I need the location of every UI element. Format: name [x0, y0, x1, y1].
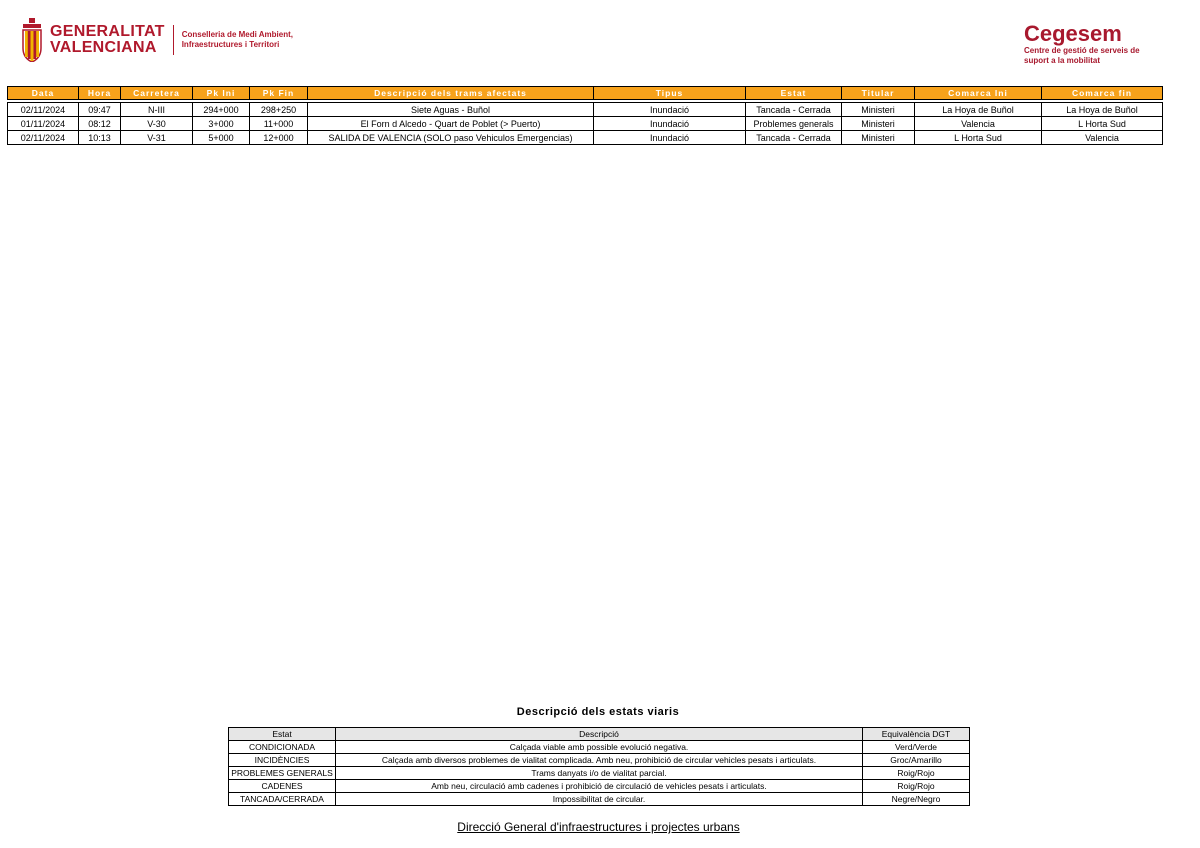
table-cell: V-31: [121, 131, 193, 145]
table-cell: 11+000: [250, 117, 308, 131]
table-cell: La Hoya de Buñol: [1042, 103, 1163, 117]
department-line2: Infraestructures i Territori: [181, 40, 280, 49]
column-header: Comarca fin: [1042, 87, 1163, 100]
table-cell: L Horta Sud: [915, 131, 1042, 145]
legend-cell: Calçada amb diversos problemes de vialitat complicada. Amb neu, prohibició de circular vehicles pesats i articulats.: [336, 754, 863, 767]
table-cell: Inundació: [594, 103, 746, 117]
generalitat-name-line1: GENERALITAT: [50, 23, 165, 40]
legend-row: [229, 741, 970, 754]
table-row: [8, 131, 1163, 145]
legend-cell: Groc/Amarillo: [863, 754, 970, 767]
column-header: Comarca Ini: [915, 87, 1042, 100]
legend-cell: CADENES: [229, 780, 336, 793]
table-cell: 294+000: [193, 103, 250, 117]
table-cell: 5+000: [193, 131, 250, 145]
table-cell: Valencia: [1042, 131, 1163, 145]
table-cell: V-30: [121, 117, 193, 131]
column-header: Tipus: [594, 87, 746, 100]
generalitat-crest-icon: [20, 18, 44, 62]
table-cell: Inundació: [594, 131, 746, 145]
cegesem-subtitle-line2: suport a la mobilitat: [1024, 56, 1101, 65]
legend-row: [229, 793, 970, 806]
cegesem-title: Cegesem: [1024, 21, 1122, 46]
generalitat-name-line2: VALENCIANA: [50, 39, 157, 56]
legend-cell: PROBLEMES GENERALS: [229, 767, 336, 780]
logo-divider: [173, 25, 174, 55]
cegesem-subtitle-line1: Centre de gestió de serveis de: [1024, 46, 1140, 55]
legend-cell: Roig/Rojo: [863, 780, 970, 793]
generalitat-logo: [20, 18, 293, 62]
table-cell: Problemes generals: [746, 117, 842, 131]
table-cell: Tancada - Cerrada: [746, 103, 842, 117]
table-cell: 3+000: [193, 117, 250, 131]
table-cell: Tancada - Cerrada: [746, 131, 842, 145]
table-cell: 02/11/2024: [8, 103, 79, 117]
table-cell: 01/11/2024: [8, 117, 79, 131]
table-cell: El Forn d Alcedo - Quart de Poblet (> Puerto): [308, 117, 594, 131]
table-cell: 298+250: [250, 103, 308, 117]
table-cell: Ministeri: [842, 103, 915, 117]
legend-column-header: Descripció: [336, 728, 863, 741]
legend-row: [229, 754, 970, 767]
table-cell: Ministeri: [842, 131, 915, 145]
column-header: Data: [8, 87, 79, 100]
column-header: Descripció dels trams afectats: [308, 87, 594, 100]
column-header: Pk Fin: [250, 87, 308, 100]
legend-cell: Impossibilitat de circular.: [336, 793, 863, 806]
legend-column-header: Estat: [229, 728, 336, 741]
column-header: Carretera: [121, 87, 193, 100]
table-cell: 12+000: [250, 131, 308, 145]
table-cell: L Horta Sud: [1042, 117, 1163, 131]
legend-cell: Roig/Rojo: [863, 767, 970, 780]
legend-cell: Trams danyats i/o de vialitat parcial.: [336, 767, 863, 780]
table-cell: SALIDA DE VALENCIA (SOLO paso Vehiculos Emergencias): [308, 131, 594, 145]
cegesem-logo: [1024, 22, 1140, 66]
legend-column-header: Equivalència DGT: [863, 728, 970, 741]
column-header: Titular: [842, 87, 915, 100]
table-row: [8, 117, 1163, 131]
legend-cell: Verd/Verde: [863, 741, 970, 754]
column-header: Estat: [746, 87, 842, 100]
table-cell: La Hoya de Buñol: [915, 103, 1042, 117]
legend-header-row: [229, 728, 970, 741]
table-row: [8, 103, 1163, 117]
table-cell: 10:13: [79, 131, 121, 145]
legend-row: [229, 767, 970, 780]
column-header: Pk Ini: [193, 87, 250, 100]
legend-cell: Negre/Negro: [863, 793, 970, 806]
legend-cell: Amb neu, circulació amb cadenes i prohibició de circulació de vehicles pesats i articulats.: [336, 780, 863, 793]
table-cell: Ministeri: [842, 117, 915, 131]
legend-title: Descripció dels estats viaris: [516, 706, 680, 718]
table-cell: Valencia: [915, 117, 1042, 131]
table-cell: Siete Aguas - Buñol: [308, 103, 594, 117]
legend-cell: CONDICIONADA: [229, 741, 336, 754]
table-cell: 09:47: [79, 103, 121, 117]
department-line1: Conselleria de Medi Ambient,: [181, 30, 293, 39]
table-cell: Inundació: [594, 117, 746, 131]
column-header: Hora: [79, 87, 121, 100]
table-cell: N-III: [121, 103, 193, 117]
legend-row: [229, 780, 970, 793]
legend-cell: TANCADA/CERRADA: [229, 793, 336, 806]
table-cell: 08:12: [79, 117, 121, 131]
legend-cell: Calçada viable amb possible evolució negativa.: [336, 741, 863, 754]
footer-directorate-text: Direcció General d'infraestructures i projectes urbans: [457, 820, 740, 834]
road-status-legend-table: [228, 727, 970, 806]
table-cell: 02/11/2024: [8, 131, 79, 145]
table-header-row: [8, 87, 1163, 100]
legend-cell: INCIDÈNCIES: [229, 754, 336, 767]
road-incidents-table: [7, 86, 1163, 145]
